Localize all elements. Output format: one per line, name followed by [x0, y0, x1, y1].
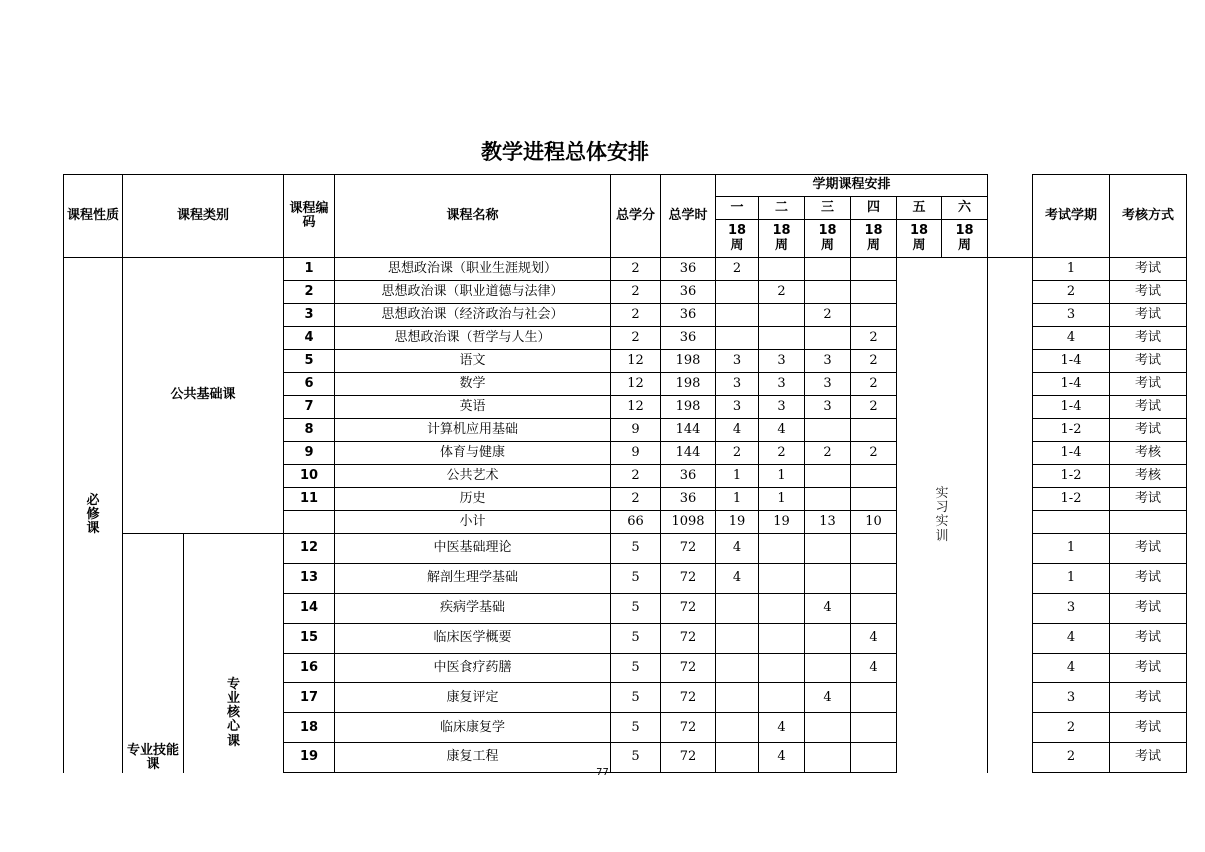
header-weeks-3: 18周	[805, 220, 851, 258]
assessment-method: 考试	[1110, 623, 1187, 653]
subtotal-hours: 1098	[661, 511, 716, 534]
header-category: 课程类别	[123, 175, 284, 258]
semester-1-hours: 4	[716, 419, 759, 442]
semester-1-hours: 2	[716, 442, 759, 465]
gap-column	[988, 258, 1033, 773]
semester-3-hours	[805, 653, 851, 683]
practice-training-text: 实习实训	[935, 485, 949, 544]
semester-4-hours	[851, 593, 897, 623]
subtotal-semester-2: 19	[759, 511, 805, 534]
semester-1-hours: 4	[716, 563, 759, 593]
course-credits: 2	[611, 465, 661, 488]
semester-4-hours	[851, 465, 897, 488]
course-credits: 12	[611, 396, 661, 419]
semester-1-hours	[716, 327, 759, 350]
exam-term: 4	[1033, 623, 1110, 653]
header-weeks-2: 18周	[759, 220, 805, 258]
course-name: 语文	[335, 350, 611, 373]
course-code: 12	[284, 534, 335, 564]
course-name: 中医食疗药膳	[335, 653, 611, 683]
course-code: 3	[284, 304, 335, 327]
semester-2-hours: 4	[759, 713, 805, 743]
semester-2-hours: 1	[759, 465, 805, 488]
semester-1-hours	[716, 304, 759, 327]
exam-term: 1-2	[1033, 419, 1110, 442]
exam-term: 1-4	[1033, 350, 1110, 373]
subtotal-label: 小计	[335, 511, 611, 534]
header-semester-6: 六	[942, 197, 988, 220]
assessment-method: 考试	[1110, 304, 1187, 327]
assessment-method: 考试	[1110, 488, 1187, 511]
course-credits: 5	[611, 653, 661, 683]
course-name: 数学	[335, 373, 611, 396]
assessment-method: 考试	[1110, 258, 1187, 281]
exam-term: 2	[1033, 281, 1110, 304]
course-hours: 198	[661, 350, 716, 373]
exam-term: 3	[1033, 593, 1110, 623]
header-gap	[988, 197, 1033, 220]
exam-term: 2	[1033, 713, 1110, 743]
semester-2-hours: 3	[759, 350, 805, 373]
semester-3-hours: 3	[805, 373, 851, 396]
semester-2-hours: 3	[759, 373, 805, 396]
course-name: 康复工程	[335, 743, 611, 773]
schedule-table	[63, 174, 1187, 773]
exam-term: 1-4	[1033, 373, 1110, 396]
course-hours: 144	[661, 442, 716, 465]
course-hours: 72	[661, 713, 716, 743]
assessment-method: 考试	[1110, 563, 1187, 593]
semester-2-hours	[759, 258, 805, 281]
course-credits: 5	[611, 713, 661, 743]
group-required-text: 必修课	[86, 492, 100, 537]
course-name: 解剖生理学基础	[335, 563, 611, 593]
course-hours: 198	[661, 396, 716, 419]
course-code: 4	[284, 327, 335, 350]
semester-2-hours	[759, 593, 805, 623]
course-name: 思想政治课（哲学与人生）	[335, 327, 611, 350]
semester-2-hours	[759, 563, 805, 593]
course-name: 公共艺术	[335, 465, 611, 488]
header-semester-5: 五	[897, 197, 942, 220]
semester-4-hours: 4	[851, 623, 897, 653]
course-code: 10	[284, 465, 335, 488]
course-credits: 2	[611, 281, 661, 304]
page-number: 77	[596, 767, 609, 778]
assessment-method: 考试	[1110, 419, 1187, 442]
course-code: 9	[284, 442, 335, 465]
practice-training	[897, 258, 988, 773]
exam-term: 1	[1033, 534, 1110, 564]
semester-4-hours	[851, 563, 897, 593]
exam-term: 3	[1033, 683, 1110, 713]
course-row	[64, 258, 1187, 281]
header-nature: 课程性质	[64, 175, 123, 258]
subtotal-exam-term	[1033, 511, 1110, 534]
assessment-method: 考试	[1110, 327, 1187, 350]
semester-1-hours: 1	[716, 488, 759, 511]
semester-1-hours	[716, 683, 759, 713]
semester-2-hours: 3	[759, 396, 805, 419]
exam-term: 1-4	[1033, 442, 1110, 465]
semester-1-hours: 4	[716, 534, 759, 564]
semester-3-hours	[805, 327, 851, 350]
header-weeks-6: 18周	[942, 220, 988, 258]
semester-4-hours	[851, 304, 897, 327]
semester-2-hours: 2	[759, 442, 805, 465]
exam-term: 4	[1033, 653, 1110, 683]
semester-1-hours: 3	[716, 396, 759, 419]
semester-2-hours	[759, 327, 805, 350]
course-hours: 36	[661, 258, 716, 281]
subtotal-assessment	[1110, 511, 1187, 534]
semester-2-hours: 4	[759, 419, 805, 442]
page-title: 教学进程总体安排	[481, 140, 649, 164]
group-professional-core	[184, 534, 284, 773]
group-professional-core-text: 专业核心课	[226, 676, 240, 749]
semester-1-hours	[716, 653, 759, 683]
course-name: 历史	[335, 488, 611, 511]
semester-3-hours: 3	[805, 350, 851, 373]
semester-3-hours: 2	[805, 304, 851, 327]
header-assessment: 考核方式	[1110, 175, 1187, 258]
assessment-method: 考试	[1110, 350, 1187, 373]
course-hours: 72	[661, 653, 716, 683]
semester-2-hours: 4	[759, 743, 805, 773]
assessment-method: 考试	[1110, 593, 1187, 623]
semester-4-hours	[851, 683, 897, 713]
header-semester-4: 四	[851, 197, 897, 220]
subtotal-semester-3: 13	[805, 511, 851, 534]
semester-3-hours	[805, 623, 851, 653]
semester-2-hours	[759, 623, 805, 653]
course-credits: 5	[611, 623, 661, 653]
course-hours: 72	[661, 563, 716, 593]
semester-3-hours	[805, 258, 851, 281]
assessment-method: 考试	[1110, 373, 1187, 396]
course-hours: 36	[661, 281, 716, 304]
course-name: 思想政治课（职业道德与法律）	[335, 281, 611, 304]
course-hours: 36	[661, 465, 716, 488]
exam-term: 1	[1033, 563, 1110, 593]
subtotal-semester-1: 19	[716, 511, 759, 534]
exam-term: 1-2	[1033, 465, 1110, 488]
course-credits: 5	[611, 534, 661, 564]
course-code: 1	[284, 258, 335, 281]
course-credits: 5	[611, 743, 661, 773]
header-weeks-5: 18周	[897, 220, 942, 258]
assessment-method: 考试	[1110, 534, 1187, 564]
semester-1-hours: 1	[716, 465, 759, 488]
exam-term: 1-4	[1033, 396, 1110, 419]
semester-4-hours: 4	[851, 653, 897, 683]
course-hours: 36	[661, 327, 716, 350]
semester-4-hours: 2	[851, 327, 897, 350]
course-name: 中医基础理论	[335, 534, 611, 564]
exam-term: 4	[1033, 327, 1110, 350]
semester-2-hours: 2	[759, 281, 805, 304]
exam-term: 2	[1033, 743, 1110, 773]
semester-3-hours	[805, 563, 851, 593]
course-credits: 5	[611, 563, 661, 593]
course-code: 16	[284, 653, 335, 683]
semester-3-hours	[805, 465, 851, 488]
semester-1-hours	[716, 713, 759, 743]
assessment-method: 考试	[1110, 396, 1187, 419]
subtotal-semester-4: 10	[851, 511, 897, 534]
semester-2-hours	[759, 683, 805, 713]
semester-1-hours: 3	[716, 350, 759, 373]
header-name: 课程名称	[335, 175, 611, 258]
semester-3-hours: 4	[805, 593, 851, 623]
semester-4-hours	[851, 488, 897, 511]
assessment-method: 考试	[1110, 743, 1187, 773]
semester-4-hours: 2	[851, 373, 897, 396]
semester-4-hours: 2	[851, 442, 897, 465]
semester-1-hours: 2	[716, 258, 759, 281]
header-semester-2: 二	[759, 197, 805, 220]
course-hours: 72	[661, 534, 716, 564]
semester-2-hours	[759, 653, 805, 683]
course-name: 体育与健康	[335, 442, 611, 465]
course-hours: 72	[661, 593, 716, 623]
course-code: 7	[284, 396, 335, 419]
course-hours: 72	[661, 743, 716, 773]
header-semester-3: 三	[805, 197, 851, 220]
course-credits: 2	[611, 258, 661, 281]
course-code: 18	[284, 713, 335, 743]
subtotal-code	[284, 511, 335, 534]
assessment-method: 考核	[1110, 442, 1187, 465]
course-name: 思想政治课（职业生涯规划）	[335, 258, 611, 281]
course-name: 临床医学概要	[335, 623, 611, 653]
header-code: 课程编码	[284, 175, 335, 258]
course-credits: 9	[611, 442, 661, 465]
semester-2-hours	[759, 534, 805, 564]
course-name: 临床康复学	[335, 713, 611, 743]
semester-3-hours: 4	[805, 683, 851, 713]
course-hours: 144	[661, 419, 716, 442]
course-code: 19	[284, 743, 335, 773]
subtotal-credits: 66	[611, 511, 661, 534]
exam-term: 3	[1033, 304, 1110, 327]
course-hours: 36	[661, 304, 716, 327]
course-name: 疾病学基础	[335, 593, 611, 623]
header-weeks-4: 18周	[851, 220, 897, 258]
course-credits: 12	[611, 373, 661, 396]
course-code: 13	[284, 563, 335, 593]
header-gap	[988, 220, 1033, 258]
course-name: 康复评定	[335, 683, 611, 713]
group-required	[64, 258, 123, 773]
course-code: 17	[284, 683, 335, 713]
course-credits: 5	[611, 683, 661, 713]
header-hours: 总学时	[661, 175, 716, 258]
course-credits: 5	[611, 593, 661, 623]
course-hours: 72	[661, 683, 716, 713]
course-credits: 2	[611, 304, 661, 327]
semester-3-hours	[805, 713, 851, 743]
header-exam-term: 考试学期	[1033, 175, 1110, 258]
course-code: 14	[284, 593, 335, 623]
group-public-basic: 公共基础课	[123, 258, 284, 534]
semester-3-hours: 2	[805, 442, 851, 465]
course-code: 15	[284, 623, 335, 653]
course-credits: 2	[611, 488, 661, 511]
assessment-method: 考试	[1110, 683, 1187, 713]
semester-4-hours	[851, 419, 897, 442]
exam-term: 1	[1033, 258, 1110, 281]
course-code: 5	[284, 350, 335, 373]
semester-1-hours	[716, 281, 759, 304]
course-code: 2	[284, 281, 335, 304]
assessment-method: 考核	[1110, 465, 1187, 488]
course-code: 11	[284, 488, 335, 511]
course-hours: 198	[661, 373, 716, 396]
semester-1-hours	[716, 593, 759, 623]
assessment-method: 考试	[1110, 713, 1187, 743]
course-hours: 36	[661, 488, 716, 511]
semester-3-hours	[805, 281, 851, 304]
semester-4-hours	[851, 281, 897, 304]
course-hours: 72	[661, 623, 716, 653]
course-credits: 2	[611, 327, 661, 350]
semester-3-hours	[805, 419, 851, 442]
exam-term: 1-2	[1033, 488, 1110, 511]
semester-3-hours	[805, 534, 851, 564]
assessment-method: 考试	[1110, 653, 1187, 683]
semester-1-hours: 3	[716, 373, 759, 396]
semester-3-hours	[805, 488, 851, 511]
semester-4-hours	[851, 258, 897, 281]
course-credits: 9	[611, 419, 661, 442]
semester-4-hours	[851, 713, 897, 743]
course-code: 8	[284, 419, 335, 442]
semester-4-hours: 2	[851, 396, 897, 419]
header-gap	[988, 175, 1033, 197]
semester-1-hours	[716, 623, 759, 653]
header-semester-1: 一	[716, 197, 759, 220]
header-credits: 总学分	[611, 175, 661, 258]
course-credits: 12	[611, 350, 661, 373]
group-professional-skill: 专业技能课	[123, 534, 184, 773]
semester-2-hours	[759, 304, 805, 327]
semester-4-hours: 2	[851, 350, 897, 373]
semester-2-hours: 1	[759, 488, 805, 511]
header-weeks-1: 18周	[716, 220, 759, 258]
course-name: 英语	[335, 396, 611, 419]
course-code: 6	[284, 373, 335, 396]
header-semester-schedule: 学期课程安排	[716, 175, 988, 197]
course-name: 思想政治课（经济政治与社会）	[335, 304, 611, 327]
course-name: 计算机应用基础	[335, 419, 611, 442]
semester-3-hours: 3	[805, 396, 851, 419]
assessment-method: 考试	[1110, 281, 1187, 304]
semester-4-hours	[851, 534, 897, 564]
